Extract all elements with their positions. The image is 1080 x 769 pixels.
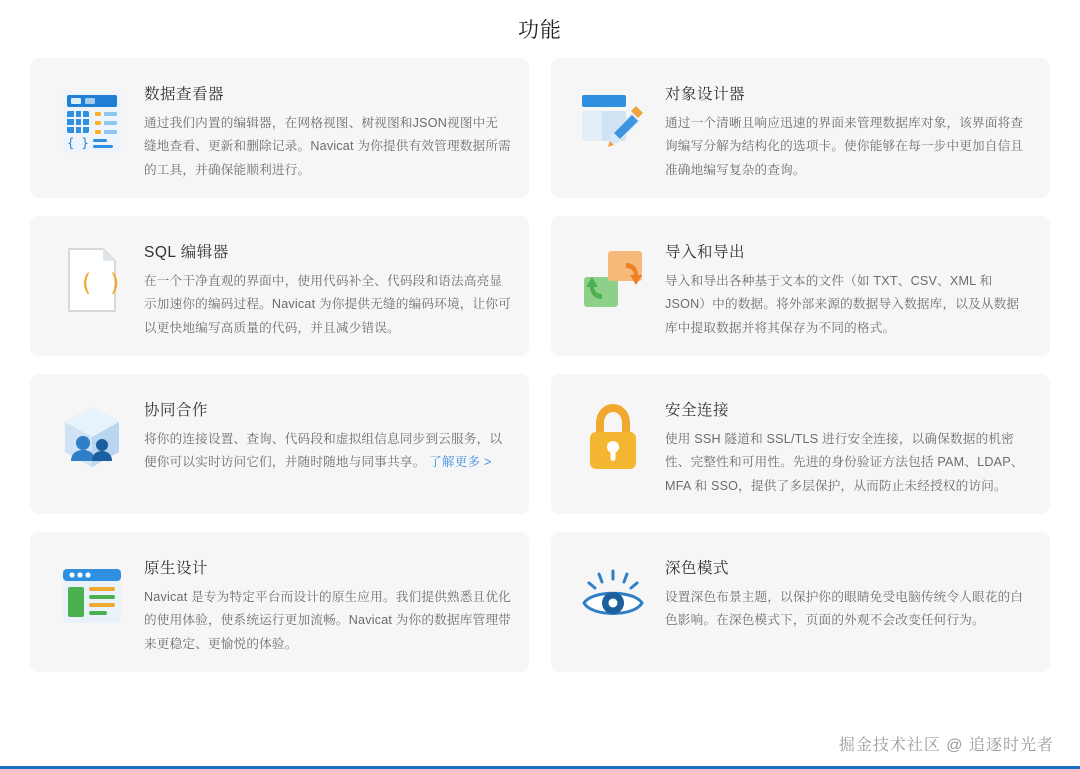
dark-mode-icon bbox=[565, 548, 661, 644]
feature-title: 安全连接 bbox=[665, 402, 730, 419]
svg-text:{ }: { } bbox=[67, 136, 89, 150]
secure-connection-icon bbox=[565, 390, 661, 486]
feature-title: 对象设计器 bbox=[665, 86, 746, 103]
feature-grid bbox=[30, 58, 1050, 672]
page-title: 功能 bbox=[518, 19, 562, 42]
feature-desc: 通过我们内置的编辑器，在网格视图、树视图和JSON视图中无缝地查看、更新和删除记录。Navicat 为你提供有效管理数据所需的工具，并确保能顺利进行。 bbox=[144, 116, 511, 177]
native-design-icon bbox=[44, 548, 140, 644]
feature-desc-text: 将你的连接设置、查询、代码段和虚拟组信息同步到云服务，以便你可以实时访问它们，并随时随地与同事共享。 bbox=[144, 432, 503, 470]
feature-card[interactable] bbox=[551, 216, 1050, 356]
svg-text:( ): ( ) bbox=[79, 269, 123, 297]
collaboration-icon bbox=[44, 390, 140, 486]
feature-card-body bbox=[144, 74, 511, 182]
feature-card[interactable] bbox=[551, 374, 1050, 514]
sql-editor-icon bbox=[44, 232, 140, 328]
object-designer-icon bbox=[565, 74, 661, 170]
feature-desc: 在一个干净直观的界面中，使用代码补全、代码段和语法高亮显示加速你的编码过程。Navicat 为你提供无缝的编码环境，让你可以更快地编写高质量的代码，并且减少错误。 bbox=[144, 274, 511, 335]
feature-card[interactable] bbox=[551, 58, 1050, 198]
feature-title: 导入和导出 bbox=[665, 244, 746, 261]
import-export-icon bbox=[565, 232, 661, 328]
feature-card[interactable] bbox=[551, 532, 1050, 672]
feature-card[interactable] bbox=[30, 374, 529, 514]
feature-desc bbox=[144, 428, 511, 475]
data-viewer-icon bbox=[44, 74, 140, 170]
feature-desc: 导入和导出各种基于文本的文件（如 TXT、CSV、XML 和 JSON）中的数据。将外部来源的数据导入数据库，以及从数据库中提取数据并将其保存为不同的格式。 bbox=[665, 274, 1020, 335]
feature-title: SQL 编辑器 bbox=[144, 244, 229, 261]
feature-card-body bbox=[665, 390, 1032, 498]
feature-card[interactable] bbox=[30, 58, 529, 198]
feature-card[interactable] bbox=[30, 216, 529, 356]
feature-card-body bbox=[144, 390, 511, 475]
watermark: 掘金技术社区 @ 追逐时光者 bbox=[838, 737, 1054, 754]
feature-title: 深色模式 bbox=[665, 560, 730, 577]
feature-card-body bbox=[144, 548, 511, 656]
feature-card-body bbox=[665, 548, 1032, 633]
feature-title: 协同合作 bbox=[144, 402, 209, 419]
feature-card[interactable] bbox=[30, 532, 529, 672]
learn-more-link[interactable]: 了解更多 > bbox=[429, 455, 492, 470]
feature-desc: 使用 SSH 隧道和 SSL/TLS 进行安全连接，以确保数据的机密性、完整性和可用性。先进的身份验证方法包括 PAM、LDAP、MFA 和 SSO，提供了多层保护，从而防止未经授权的访问。 bbox=[665, 432, 1024, 493]
feature-desc: 通过一个清晰且响应迅速的界面来管理数据库对象，该界面将查询编写分解为结构化的选项卡。使你能够在每一步中更加自信且准确地编写复杂的查询。 bbox=[665, 116, 1024, 177]
feature-card-body bbox=[665, 74, 1032, 182]
feature-card-body bbox=[665, 232, 1032, 340]
feature-title: 原生设计 bbox=[144, 560, 209, 577]
feature-desc: Navicat 是专为特定平台而设计的原生应用。我们提供熟悉且优化的使用体验，使系统运行更加流畅。Navicat 为你的数据库管理带来更稳定、更愉悦的体验。 bbox=[144, 590, 511, 651]
feature-title: 数据查看器 bbox=[144, 86, 225, 103]
feature-card-body bbox=[144, 232, 511, 340]
feature-desc: 设置深色布景主题，以保护你的眼睛免受电脑传统令人眼花的白色影响。在深色模式下，页面的外观不会改变任何行为。 bbox=[665, 590, 1024, 628]
